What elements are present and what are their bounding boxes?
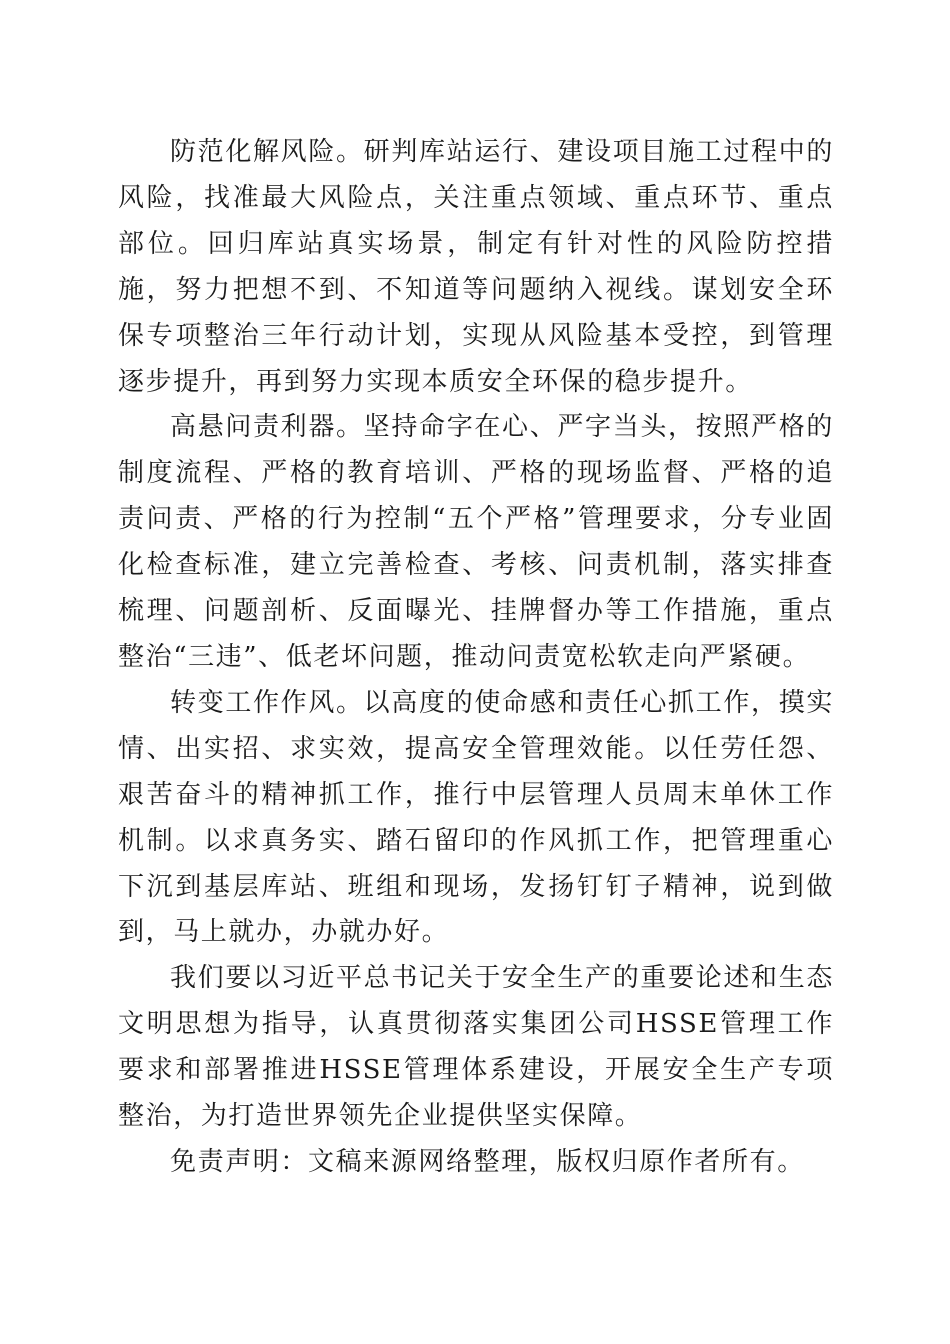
paragraph-risk-prevention: 防范化解风险。研判库站运行、建设项目施工过程中的风险，找准最大风险点，关注重点领域、重点环节、重点部位。回归库站真实场景，制定有针对性的风险防控措施，努力把想不到、不知道等问题纳入视线。谋划安全环保专项整治三年行动计划，实现从风险基本受控，到管理逐步提升，再到努力实现本质安全环保的稳步提升。 bbox=[118, 137, 834, 397]
paragraph-work-style: 转变工作作风。以高度的使命感和责任心抓工作，摸实情、出实招、求实效，提高安全管理效能。以任劳任怨、艰苦奋斗的精神抓工作，推行中层管理人员周末单休工作机制。以求真务实、踏石留印的作风抓工作，把管理重心下沉到基层库站、班组和现场，发扬钉钉子精神，说到做到，马上就办，办就办好。 bbox=[118, 687, 834, 948]
document-body bbox=[118, 130, 834, 1186]
paragraph-accountability: 高悬问责利器。坚持命字在心、严字当头，按照严格的制度流程、严格的教育培训、严格的现场监督、严格的追责问责、严格的行为控制“五个严格”管理要求，分专业固化检查标准，建立完善检查、考核、问责机制，落实排查梳理、问题剖析、反面曝光、挂牌督办等工作措施，重点整治“三违”、低老坏问题，推动问责宽松软走向严紧硬。 bbox=[118, 412, 834, 672]
paragraph-conclusion: 我们要以习近平总书记关于安全生产的重要论述和生态文明思想为指导，认真贯彻落实集团公司HSSE管理工作要求和部署推进HSSE管理体系建设，开展安全生产专项整治，为打造世界领先企业提供坚实保障。 bbox=[118, 963, 834, 1132]
paragraph-disclaimer: 免责声明：文稿来源网络整理，版权归原作者所有。 bbox=[170, 1146, 805, 1177]
